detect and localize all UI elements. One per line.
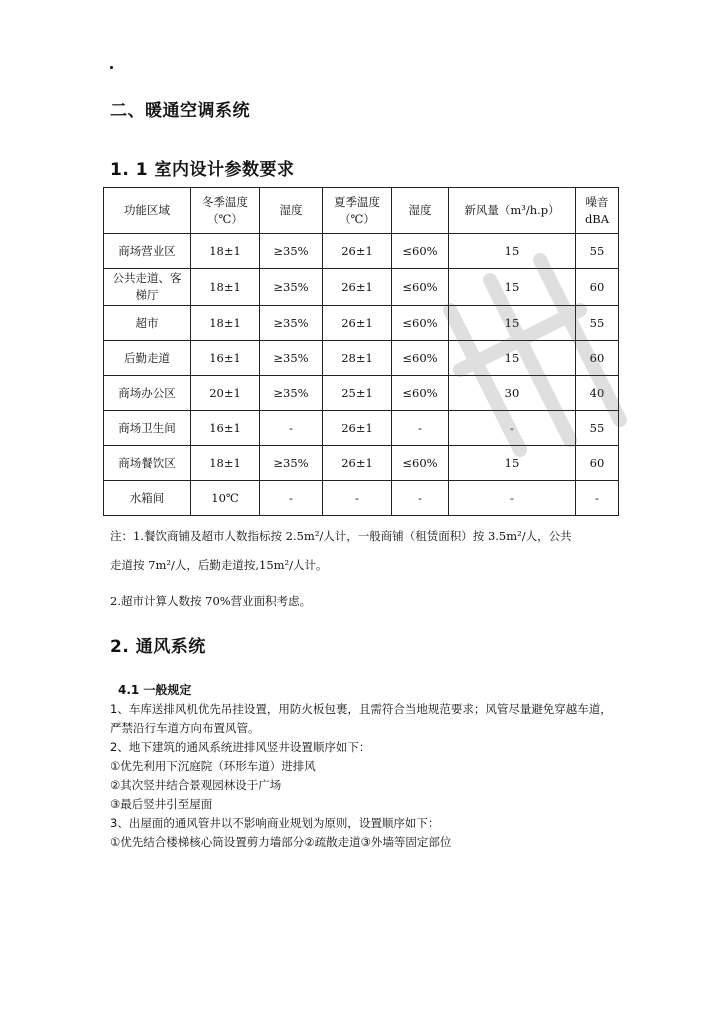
rule-line-6: 3、出屋面的通风管井以不影响商业规划为原则，设置顺序如下： — [110, 816, 440, 830]
subheading-general-rules: 4.1 一般规定 — [118, 683, 192, 697]
table-row — [104, 481, 619, 516]
cell-fresh: - — [449, 481, 576, 516]
rule-line-1: 1、车库送排风机优先吊挂设置，用防火板包裹，且需符合当地规范要求；风管尽量避免穿越车道，严禁沿行车道方向布置风管。 — [110, 702, 612, 735]
table-row — [104, 376, 619, 411]
table-row — [104, 411, 619, 446]
cell-winter: 18±1 — [191, 446, 260, 481]
table-header-row — [104, 188, 619, 234]
column-header — [576, 188, 619, 234]
area-text: 梯厅 — [135, 288, 159, 302]
cell-noise: 55 — [576, 234, 619, 269]
cell-hum2: ≤60% — [392, 234, 449, 269]
cell-hum1: ≥35% — [260, 269, 323, 306]
cell-fresh: 30 — [449, 376, 576, 411]
column-header — [260, 188, 323, 234]
header-text: 湿度 — [279, 203, 303, 217]
header-text: 新风量（m³/h.p） — [464, 203, 560, 217]
cell-hum1: ≥35% — [260, 306, 323, 341]
cell-fresh: 15 — [449, 446, 576, 481]
table-body — [104, 234, 619, 516]
table-row — [104, 234, 619, 269]
section-heading-ventilation: 2. 通风系统 — [110, 637, 206, 657]
area-cell — [104, 306, 191, 341]
cell-hum1: ≥35% — [260, 376, 323, 411]
column-header — [191, 188, 260, 234]
cell-summer: 26±1 — [323, 234, 392, 269]
column-header — [104, 188, 191, 234]
cell-winter: 20±1 — [191, 376, 260, 411]
area-cell — [104, 376, 191, 411]
cell-fresh: 15 — [449, 269, 576, 306]
area-text: 商场营业区 — [118, 243, 176, 258]
cell-summer: 25±1 — [323, 376, 392, 411]
column-header — [449, 188, 576, 234]
area-cell — [104, 269, 191, 306]
cell-hum2: ≤60% — [392, 376, 449, 411]
general-rules-body — [110, 700, 620, 852]
cell-noise: 40 — [576, 376, 619, 411]
cell-hum2: ≤60% — [392, 269, 449, 306]
table-row — [104, 341, 619, 376]
area-text: 公共走道、客 — [112, 271, 182, 285]
cell-hum1: - — [260, 411, 323, 446]
rule-line-4: ②其次竖井结合景观园林设于广场 — [110, 778, 282, 792]
cell-hum2: ≤60% — [392, 341, 449, 376]
area-text: 商场餐饮区 — [118, 455, 176, 470]
column-header — [392, 188, 449, 234]
rule-line-7: ①优先结合楼梯核心筒设置剪力墙部分②疏散走道③外墙等固定部位 — [110, 835, 452, 849]
cell-winter: 16±1 — [191, 411, 260, 446]
cell-summer: 26±1 — [323, 446, 392, 481]
table-row — [104, 269, 619, 306]
cell-noise: 55 — [576, 306, 619, 341]
cell-winter: 18±1 — [191, 306, 260, 341]
area-text: 商场卫生间 — [118, 420, 176, 435]
cell-summer: 26±1 — [323, 411, 392, 446]
cell-noise: 55 — [576, 411, 619, 446]
cell-winter: 10℃ — [191, 481, 260, 516]
area-text: 商场办公区 — [118, 385, 176, 400]
area-text: 超市 — [135, 315, 159, 330]
area-cell — [104, 341, 191, 376]
cell-fresh: 15 — [449, 341, 576, 376]
header-text: （℃） — [339, 211, 375, 226]
cell-summer: 28±1 — [323, 341, 392, 376]
header-text: 功能区域 — [124, 203, 170, 217]
cell-hum1: ≥35% — [260, 446, 323, 481]
cell-noise: 60 — [576, 341, 619, 376]
cell-hum1: - — [260, 481, 323, 516]
cell-summer: - — [323, 481, 392, 516]
design-params-table — [103, 187, 619, 516]
area-cell — [104, 234, 191, 269]
area-text: 后勤走道 — [124, 350, 170, 365]
cell-winter: 16±1 — [191, 341, 260, 376]
note-line-3: 2.超市计算人数按 70%营业面积考虑。 — [110, 594, 312, 608]
area-text: 水箱间 — [129, 490, 165, 505]
rule-line-5: ③最后竖井引至屋面 — [110, 797, 213, 811]
section-heading-hvac: 二、暖通空调系统 — [110, 101, 250, 121]
area-cell — [104, 446, 191, 481]
header-text: 噪音 — [585, 194, 609, 209]
area-cell — [104, 481, 191, 516]
area-cell — [104, 411, 191, 446]
table-row — [104, 306, 619, 341]
subheading-indoor-params: 1. 1 室内设计参数要求 — [110, 160, 295, 180]
cell-hum1: ≥35% — [260, 234, 323, 269]
column-header — [323, 188, 392, 234]
note-line-2: 走道按 7m²/人，后勤走道按,15m²/人计。 — [110, 558, 328, 572]
cell-noise: - — [576, 481, 619, 516]
header-text: dBA — [584, 211, 610, 226]
cell-hum1: ≥35% — [260, 341, 323, 376]
cell-hum2: - — [392, 481, 449, 516]
cell-noise: 60 — [576, 446, 619, 481]
header-text: 冬季温度 — [202, 194, 248, 209]
cell-hum2: ≤60% — [392, 446, 449, 481]
bullet-dot — [110, 66, 113, 69]
header-text: 湿度 — [408, 203, 432, 217]
table-row — [104, 446, 619, 481]
cell-fresh: 15 — [449, 306, 576, 341]
cell-hum2: ≤60% — [392, 306, 449, 341]
cell-summer: 26±1 — [323, 269, 392, 306]
cell-noise: 60 — [576, 269, 619, 306]
cell-winter: 18±1 — [191, 234, 260, 269]
note-line-1: 注：1.餐饮商铺及超市人数指标按 2.5m²/人计，一般商铺（租赁面积）按 3.5m²/人，公共 — [110, 529, 572, 543]
header-text: （℃） — [207, 211, 243, 226]
cell-hum2: - — [392, 411, 449, 446]
cell-summer: 26±1 — [323, 306, 392, 341]
cell-fresh: 15 — [449, 234, 576, 269]
rule-line-2: 2、地下建筑的通风系统进排风竖井设置顺序如下： — [110, 740, 371, 754]
cell-winter: 18±1 — [191, 269, 260, 306]
rule-line-3: ①优先利用下沉庭院（环形车道）进排风 — [110, 759, 316, 773]
header-text: 夏季温度 — [334, 194, 380, 209]
cell-fresh: - — [449, 411, 576, 446]
